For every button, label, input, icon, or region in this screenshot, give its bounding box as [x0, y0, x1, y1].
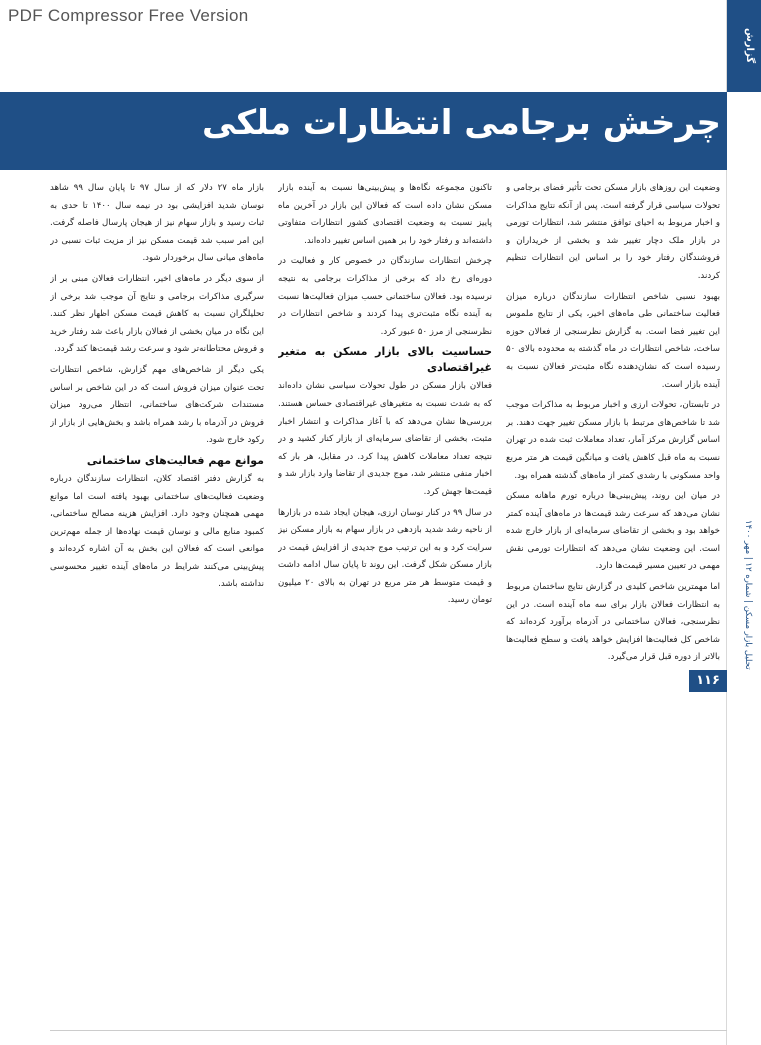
- page-title: چرخش برجامی انتظارات ملکی: [201, 103, 721, 143]
- sidebar-header: [727, 0, 761, 92]
- sidebar-strip: [726, 0, 761, 1045]
- divider: [50, 1030, 727, 1031]
- paragraph: در تابستان، تحولات ارزی و اخبار مربوط به مذاکرات موجب شد تا شاخص‌های مرتبط با بازار مسکن تغییر جهت دهند. بر اساس گزارش مرکز آمار، تعداد معاملات ثبت شده در تهران نسبت به ماه قبل کاهش یافت و میانگین قیمت هر متر مربع واحد مسکونی با رشدی کمتر از ماه‌های گذشته همراه بود.: [506, 400, 720, 481]
- column-right: [506, 180, 720, 1030]
- section-label: گزارش: [744, 28, 755, 64]
- article-body: [50, 180, 720, 1030]
- page-number: ۱۱۶: [689, 670, 727, 692]
- paragraph: بازار ماه ۲۷ دلار که از سال ۹۷ تا پایان سال ۹۹ شاهد نوسان شدید افزایشی بود در نیمه سال ۱۴۰۰ تا حدی به ثبات رسید و بازار سهام نیز از هیجان پارسال فاصله گرفت. این امر سبب شد قیمت مسکن نیز از مزیت ثبات نسبی در ماه‌های میانی سال برخوردار شود.: [50, 183, 264, 264]
- column-left: [50, 180, 264, 1030]
- paragraph: چرخش انتظارات سازندگان در خصوص کار و فعالیت در دوره‌ای رخ داد که برخی از مذاکرات برجامی به نتیجه نرسیده بود. فعالان ساختمانی حسب میزان فعالیت‌ها نسبت به آینده نگاه مثبت‌تری پیدا کردند و شاخص انتظارات در نظرسنجی از مرز ۵۰ عبور کرد.: [278, 256, 492, 337]
- column-middle: [278, 180, 492, 1030]
- paragraph: یکی دیگر از شاخص‌های مهم گزارش، شاخص انتظارات تحت عنوان میزان فروش است که در این شاخص بر اساس مستندات شرکت‌های ساختمانی، انتظار می‌رود میزان فروش در آذرماه با رشد همراه باشد و بخش‌هایی از بازار از رکود خارج شود.: [50, 364, 264, 446]
- subheading: حساسیت بالای بازار مسکن به متغیر غیراقتصادی: [278, 345, 492, 375]
- paragraph: وضعیت این روزهای بازار مسکن تحت تأثیر فضای برجامی و تحولات سیاسی قرار گرفته است. پس از آنکه نتایج مذاکرات و اخبار مربوط به احیای توافق منتشر شد، انتظارات تورمی در بازار ملک دچار تغییر شد و بخشی از خریداران و فروشندگان رفتار خود را بر اساس این انتظارات تنظیم کردند.: [506, 183, 720, 281]
- paragraph: اما مهمترین شاخص کلیدی در گزارش نتایج ساختمان مربوط به انتظارات فعالان بازار برای سه ماه آینده است. در این نظرسنجی، فعالان ساختمانی در آذرماه برآورد کرده‌اند که شاخص کل فعالیت‌ها افزایش خواهد یافت و سطح فعالیت‌ها بالاتر از دوره قبل قرار می‌گیرد.: [506, 582, 720, 663]
- watermark: PDF Compressor Free Version: [8, 6, 249, 25]
- vertical-caption: تحلیل بازار مسکن | شماره ۱۲ | مهر ۱۴۰۰: [743, 520, 753, 670]
- paragraph: در میان این روند، پیش‌بینی‌ها درباره تورم ماهانه مسکن نشان می‌دهد که سرعت رشد قیمت‌ها در ماه‌های آینده کمتر خواهد بود و بخشی از تقاضای سرمایه‌ای از بازار خارج شده است. این وضعیت نشان می‌دهد که انتظارات تورمی نقش مهمی در تعیین مسیر قیمت‌ها دارد.: [506, 491, 720, 572]
- paragraph: به گزارش دفتر اقتصاد کلان، انتظارات سازندگان درباره وضعیت فعالیت‌های ساختمانی بهبود یافته است اما موانع مهمی همچنان وجود دارد. افزایش هزینه مصالح ساختمانی، کمبود منابع مالی و نوسان قیمت نهاده‌ها از جمله مهم‌ترین موانعی است که فعالان این بخش به آن اشاره کرده‌اند و پیش‌بینی می‌کنند شرایط در ماه‌های آینده تغییر محسوسی نداشته باشد.: [50, 473, 264, 590]
- paragraph: در سال ۹۹ در کنار نوسان ارزی، هیجان ایجاد شده در بازارها از ناحیه رشد شدید بازدهی در بازار سهام به بازار مسکن نیز سرایت کرد و به این ترتیب موج جدیدی از افزایش قیمت در بازار مسکن شکل گرفت. این روند تا پایان سال ادامه داشت و قیمت متوسط هر متر مربع در تهران به بالای ۲۰ میلیون تومان رسید.: [278, 507, 492, 606]
- paragraph: بهبود نسبی شاخص انتظارات سازندگان درباره میزان فعالیت ساختمانی طی ماه‌های اخیر، یکی از نتایج ملموس این تغییر فضا است. به گزارش نظرسنجی از فعالان حوزه ساخت، شاخص انتظارات در ماه گذشته به محدوده بالای ۵۰ رسیده است که نشان‌دهنده نگاه مثبت‌تر فعالان نسبت به آینده بازار است.: [506, 291, 720, 390]
- paragraph: فعالان بازار مسکن در طول تحولات سیاسی نشان داده‌اند که به شدت نسبت به متغیرهای غیراقتصادی حساس هستند. بررسی‌ها نشان می‌دهد که با آغاز مذاکرات و انتشار اخبار مثبت، بخشی از تقاضای سرمایه‌ای از بازار کنار کشید و در نتیجه تعداد معاملات کاهش پیدا کرد. در مقابل، هر بار که اخبار منفی منتشر شد، موج جدیدی از تقاضا وارد بازار شد و قیمت‌ها جهش کرد.: [278, 381, 492, 497]
- paragraph: از سوی دیگر در ماه‌های اخیر، انتظارات فعالان مبنی بر از سرگیری مذاکرات برجامی و نتایج آن موجب شد برخی از تحلیلگران نسبت به کاهش قیمت مسکن اظهار نظر کنند. این نگاه در میان بخشی از فعالان بازار باعث شد رفتار خرید و فروش محتاطانه‌تر شود و سرعت رشد قیمت‌ها کند گردد.: [50, 273, 264, 355]
- paragraph: تاکنون مجموعه نگاه‌ها و پیش‌بینی‌ها نسبت به آینده بازار مسکن نشان داده است که فعالان این بازار در آخرین ماه پاییز نسبت به وضعیت اقتصادی کشور انتظارات متفاوتی داشته‌اند و رفتار خود را بر همین اساس تغییر داده‌اند.: [278, 183, 492, 246]
- subheading: موانع مهم فعالیت‌های ساختمانی: [86, 453, 264, 467]
